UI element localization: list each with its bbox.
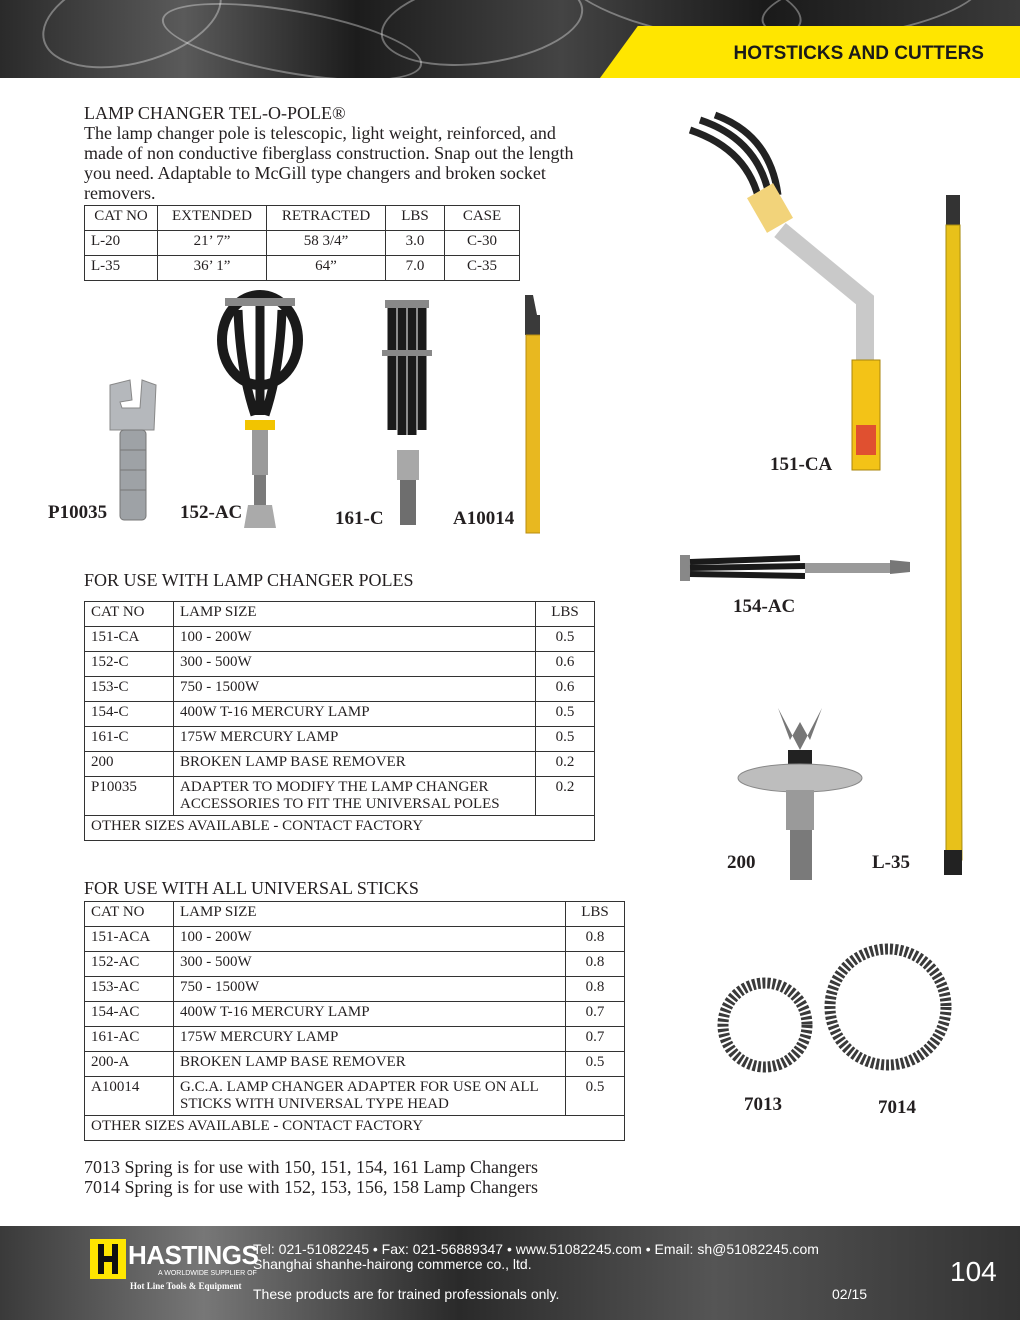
brand-tagline-2: Hot Line Tools & Equipment <box>130 1281 242 1291</box>
table-row <box>85 977 625 1002</box>
label-154-ac: 154-AC <box>733 596 796 617</box>
label-l-35: L-35 <box>872 852 910 873</box>
table-cell: 0.5 <box>536 702 595 727</box>
table-row <box>85 777 595 816</box>
table-cell: 3.0 <box>386 231 445 256</box>
table-cell: 154-C <box>85 702 174 727</box>
table-row <box>85 752 595 777</box>
table-header-cell: LAMP SIZE <box>174 602 536 627</box>
table-cell: 0.5 <box>536 627 595 652</box>
table-cell: 0.6 <box>536 652 595 677</box>
table-header-row <box>85 902 625 927</box>
table-footer-row <box>85 816 595 841</box>
table-cell: 0.8 <box>566 952 625 977</box>
label-7013: 7013 <box>744 1094 782 1115</box>
intro-title: LAMP CHANGER TEL-O-POLE® <box>84 103 346 123</box>
table-cell: 400W T-16 MERCURY LAMP <box>174 1002 566 1027</box>
table-row <box>85 952 625 977</box>
table-cell: 0.8 <box>566 977 625 1002</box>
broken-base-remover-200-image <box>738 708 862 880</box>
table-row <box>85 627 595 652</box>
lamp-changer-152-ac-image <box>222 295 298 528</box>
lamp-table-title: FOR USE WITH LAMP CHANGER POLES <box>84 570 414 590</box>
table-cell: 175W MERCURY LAMP <box>174 1027 566 1052</box>
label-161-c: 161-C <box>335 508 384 529</box>
p10035-adapter-image <box>110 380 156 520</box>
table-cell: L-20 <box>85 231 158 256</box>
table-footer-cell: OTHER SIZES AVAILABLE - CONTACT FACTORY <box>85 1116 625 1141</box>
table-cell: 64” <box>267 256 386 281</box>
table-cell: BROKEN LAMP BASE REMOVER <box>174 1052 566 1077</box>
table-cell: 200-A <box>85 1052 174 1077</box>
table-cell: C-30 <box>445 231 520 256</box>
table-cell: 21’ 7” <box>158 231 267 256</box>
table-cell: 300 - 500W <box>174 652 536 677</box>
intro-block <box>84 103 644 203</box>
table-cell: C-35 <box>445 256 520 281</box>
table-row <box>85 256 520 281</box>
table-cell: P10035 <box>85 777 174 816</box>
spring-note: 7014 Spring is for use with 152, 153, 156, 158 Lamp Changers <box>84 1177 538 1197</box>
table-row <box>85 677 595 702</box>
pole-l-35-image <box>944 195 962 875</box>
table-header-row <box>85 206 520 231</box>
table-cell: G.C.A. LAMP CHANGER ADAPTER FOR USE ON ALL STICKS WITH UNIVERSAL TYPE HEAD <box>174 1077 566 1116</box>
table-cell: 36’ 1” <box>158 256 267 281</box>
table-cell: 0.2 <box>536 777 595 816</box>
intro-line: removers. <box>84 183 156 203</box>
table-cell: 0.6 <box>536 677 595 702</box>
page-number: 104 <box>950 1256 997 1287</box>
table-cell: 0.5 <box>566 1052 625 1077</box>
table-cell: 0.5 <box>536 727 595 752</box>
lamp-changer-154-ac-image <box>680 555 910 581</box>
table-cell: ADAPTER TO MODIFY THE LAMP CHANGER ACCESSORIES TO FIT THE UNIVERSAL POLES <box>174 777 536 816</box>
table-cell: 58 3/4” <box>267 231 386 256</box>
table-cell: 750 - 1500W <box>174 677 536 702</box>
table-row <box>85 927 625 952</box>
table-cell: BROKEN LAMP BASE REMOVER <box>174 752 536 777</box>
adapter-a10014-image <box>525 295 540 533</box>
table-header-row <box>85 602 595 627</box>
section-title: HOTSTICKS AND CUTTERS <box>733 43 984 64</box>
table-row <box>85 652 595 677</box>
table-cell: 100 - 200W <box>174 927 566 952</box>
label-a10014: A10014 <box>453 508 515 529</box>
print-date: 02/15 <box>832 1286 868 1302</box>
table-cell: 0.7 <box>566 1027 625 1052</box>
table-header-cell: EXTENDED <box>158 206 267 231</box>
table-row <box>85 1052 625 1077</box>
spring-note: 7013 Spring is for use with 150, 151, 154, 161 Lamp Changers <box>84 1157 538 1177</box>
lamp-changer-table <box>84 601 595 841</box>
intro-line: you need. Adaptable to McGill type changers and broken socket <box>84 163 546 183</box>
company-name: Shanghai shanhe-hairong commerce co., ltd. <box>253 1256 532 1272</box>
label-p10035: P10035 <box>48 502 108 523</box>
table-cell: 152-C <box>85 652 174 677</box>
table-cell: 300 - 500W <box>174 952 566 977</box>
spring-7013-image <box>723 983 807 1067</box>
table-cell: 161-AC <box>85 1027 174 1052</box>
table-row <box>85 1002 625 1027</box>
universal-table-title: FOR USE WITH ALL UNIVERSAL STICKS <box>84 878 419 898</box>
table-header-cell: CAT NO <box>85 602 174 627</box>
table-header-cell: CAT NO <box>85 902 174 927</box>
table-cell: 152-AC <box>85 952 174 977</box>
table-header-cell: CAT NO <box>85 206 158 231</box>
table-cell: 0.7 <box>566 1002 625 1027</box>
table-cell: L-35 <box>85 256 158 281</box>
table-footer-row <box>85 1116 625 1141</box>
table-cell: 750 - 1500W <box>174 977 566 1002</box>
table-cell: 200 <box>85 752 174 777</box>
universal-sticks-table <box>84 901 625 1141</box>
table-header-cell: CASE <box>445 206 520 231</box>
table-cell: A10014 <box>85 1077 174 1116</box>
table-cell: 0.2 <box>536 752 595 777</box>
brand-tagline: A WORLDWIDE SUPPLIER OF <box>158 1270 257 1277</box>
hastings-logo-icon <box>90 1239 126 1279</box>
page-footer <box>0 1226 1020 1320</box>
table-row <box>85 702 595 727</box>
table-cell: 100 - 200W <box>174 627 536 652</box>
table-cell: 154-AC <box>85 1002 174 1027</box>
label-7014: 7014 <box>878 1097 916 1118</box>
table-cell: 0.5 <box>566 1077 625 1116</box>
table-cell: 151-CA <box>85 627 174 652</box>
label-152-ac: 152-AC <box>180 502 243 523</box>
table-cell: 161-C <box>85 727 174 752</box>
table-cell: 151-ACA <box>85 927 174 952</box>
table-cell: 153-C <box>85 677 174 702</box>
table-row <box>85 1077 625 1116</box>
brand-name: HASTINGS <box>128 1240 259 1270</box>
disclaimer: These products are for trained professionals only. <box>253 1286 560 1302</box>
table-cell: 153-AC <box>85 977 174 1002</box>
table-cell: 0.8 <box>566 927 625 952</box>
product-illustrations-row <box>100 290 540 540</box>
spring-7014-image <box>830 949 946 1065</box>
table-row <box>85 1027 625 1052</box>
table-cell: 400W T-16 MERCURY LAMP <box>174 702 536 727</box>
table-cell: 7.0 <box>386 256 445 281</box>
label-151-ca: 151-CA <box>770 454 833 475</box>
product-illustrations-column <box>660 110 1000 1120</box>
table-cell: 175W MERCURY LAMP <box>174 727 536 752</box>
lamp-changer-151-ca-image <box>690 115 880 470</box>
lamp-changer-161-c-image <box>382 300 432 525</box>
label-200: 200 <box>727 852 756 873</box>
table-header-cell: LBS <box>566 902 625 927</box>
table-header-cell: RETRACTED <box>267 206 386 231</box>
intro-line: The lamp changer pole is telescopic, light weight, reinforced, and <box>84 123 556 143</box>
contact-info: Tel: 021-51082245 • Fax: 021-56889347 • www.51082245.com • Email: sh@51082245.com <box>253 1241 819 1257</box>
intro-line: made of non conductive fiberglass construction. Snap out the length <box>84 143 574 163</box>
table-header-cell: LAMP SIZE <box>174 902 566 927</box>
table-row <box>85 231 520 256</box>
table-header-cell: LBS <box>536 602 595 627</box>
table-header-cell: LBS <box>386 206 445 231</box>
table-footer-cell: OTHER SIZES AVAILABLE - CONTACT FACTORY <box>85 816 595 841</box>
pole-spec-table <box>84 205 520 281</box>
spring-notes <box>84 1157 538 1197</box>
table-row <box>85 727 595 752</box>
